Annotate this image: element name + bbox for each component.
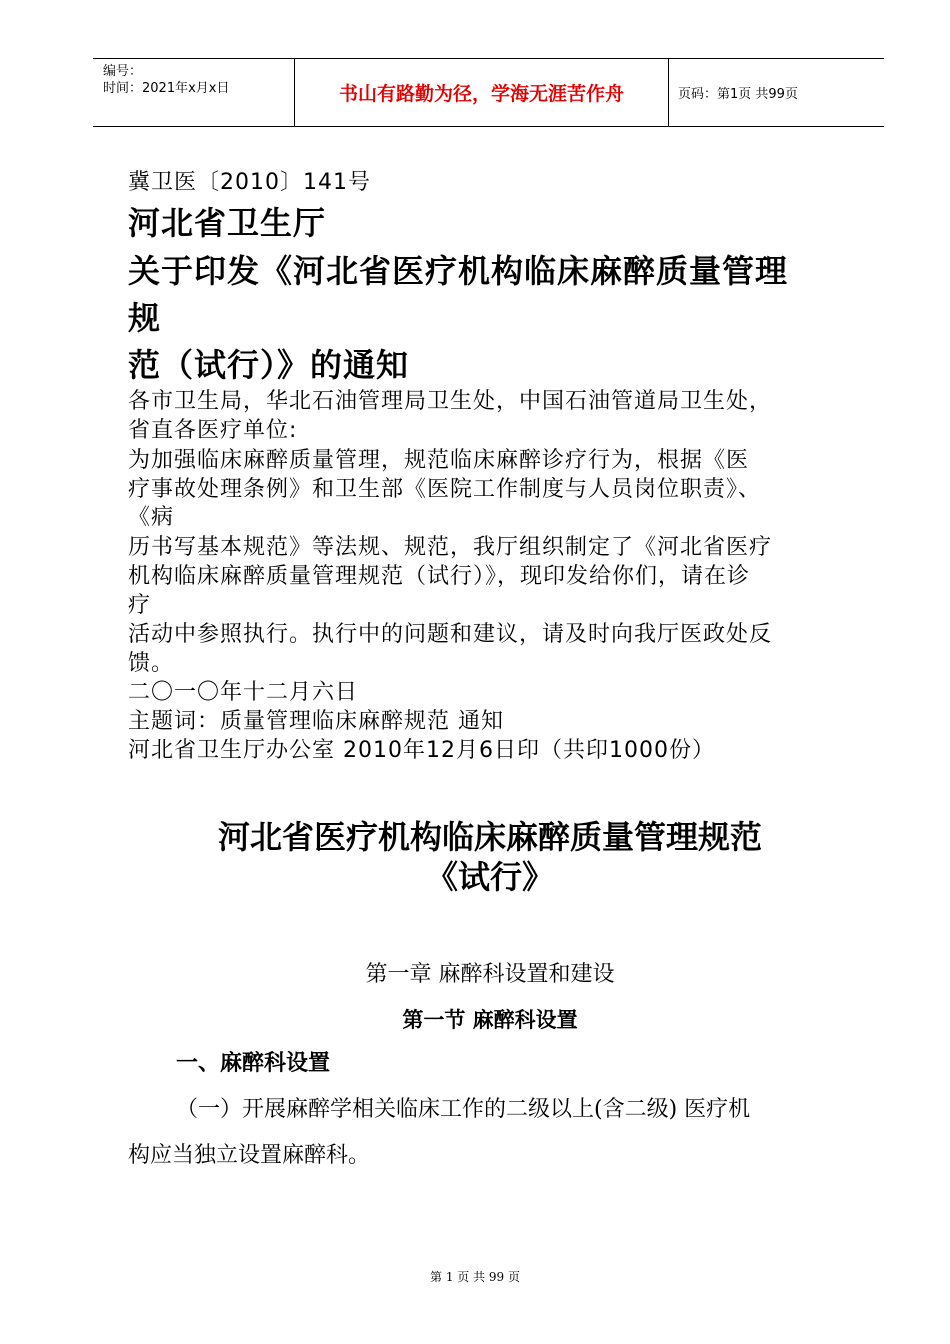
number-label: 编号： bbox=[103, 64, 143, 79]
doc-number: 冀卫医〔2010〕141号 bbox=[128, 170, 371, 195]
header-meta bbox=[103, 63, 229, 97]
section-heading: 第一节 麻醉科设置 bbox=[402, 1007, 578, 1032]
notice-title-line: 范（试行）》的通知 bbox=[128, 346, 410, 384]
notice-title-line: 规 bbox=[128, 299, 162, 337]
header-divider bbox=[668, 59, 669, 126]
page-header bbox=[93, 58, 884, 127]
body-line: 各市卫生局，华北石油管理局卫生处，中国石油管道局卫生处， bbox=[128, 389, 773, 414]
body-line: 省直各医疗单位: bbox=[128, 418, 298, 443]
notice-title-line: 关于印发《河北省医疗机构临床麻醉质量管理 bbox=[128, 252, 789, 290]
body-line: 疗 bbox=[128, 593, 152, 618]
body-line: 历书写基本规范》等法规、规范，我厅组织制定了《河北省医疗 bbox=[128, 535, 773, 560]
regulation-title: 河北省医疗机构临床麻醉质量管理规范 bbox=[217, 818, 762, 856]
notice-title-line: 河北省卫生厅 bbox=[128, 204, 327, 242]
time-label: 时间：2021年x月x日 bbox=[103, 81, 230, 96]
body-line: 为加强临床麻醉质量管理，规范临床麻醉诊疗行为，根据《医 bbox=[128, 448, 750, 473]
paragraph-line: 构应当独立设置麻醉科。 bbox=[128, 1143, 371, 1168]
body-line: 机构临床麻醉质量管理规范（试行）》，现印发给你们，请在诊 bbox=[128, 564, 751, 589]
body-line: 《病 bbox=[128, 505, 175, 530]
page-footer: 第 1 页 共 99 页 bbox=[430, 1270, 520, 1284]
print-line: 河北省卫生厅办公室 2010年12月6日印（共印1000份） bbox=[128, 738, 715, 763]
paragraph-line: （一）开展麻醉学相关临床工作的二级以上(含二级) 医疗机 bbox=[176, 1097, 751, 1122]
regulation-subtitle: 《试行》 bbox=[425, 858, 554, 896]
body-line: 疗事故处理条例》和卫生部《医院工作制度与人员岗位职责》、 bbox=[128, 477, 762, 502]
body-line: 馈。 bbox=[128, 651, 175, 676]
body-line: 活动中参照执行。执行中的问题和建议，请及时向我厅医政处反 bbox=[128, 622, 773, 647]
date-line: 二〇一〇年十二月六日 bbox=[128, 680, 359, 705]
subject-line: 主题词：质量管理临床麻醉规范 通知 bbox=[128, 709, 504, 734]
item-heading: 一、麻醉科设置 bbox=[176, 1050, 331, 1076]
header-page-label: 页码：第1页 共99页 bbox=[678, 87, 798, 102]
header-motto: 书山有路勤为径，学海无涯苦作舟 bbox=[338, 83, 624, 105]
chapter-heading: 第一章 麻醉科设置和建设 bbox=[365, 962, 615, 987]
